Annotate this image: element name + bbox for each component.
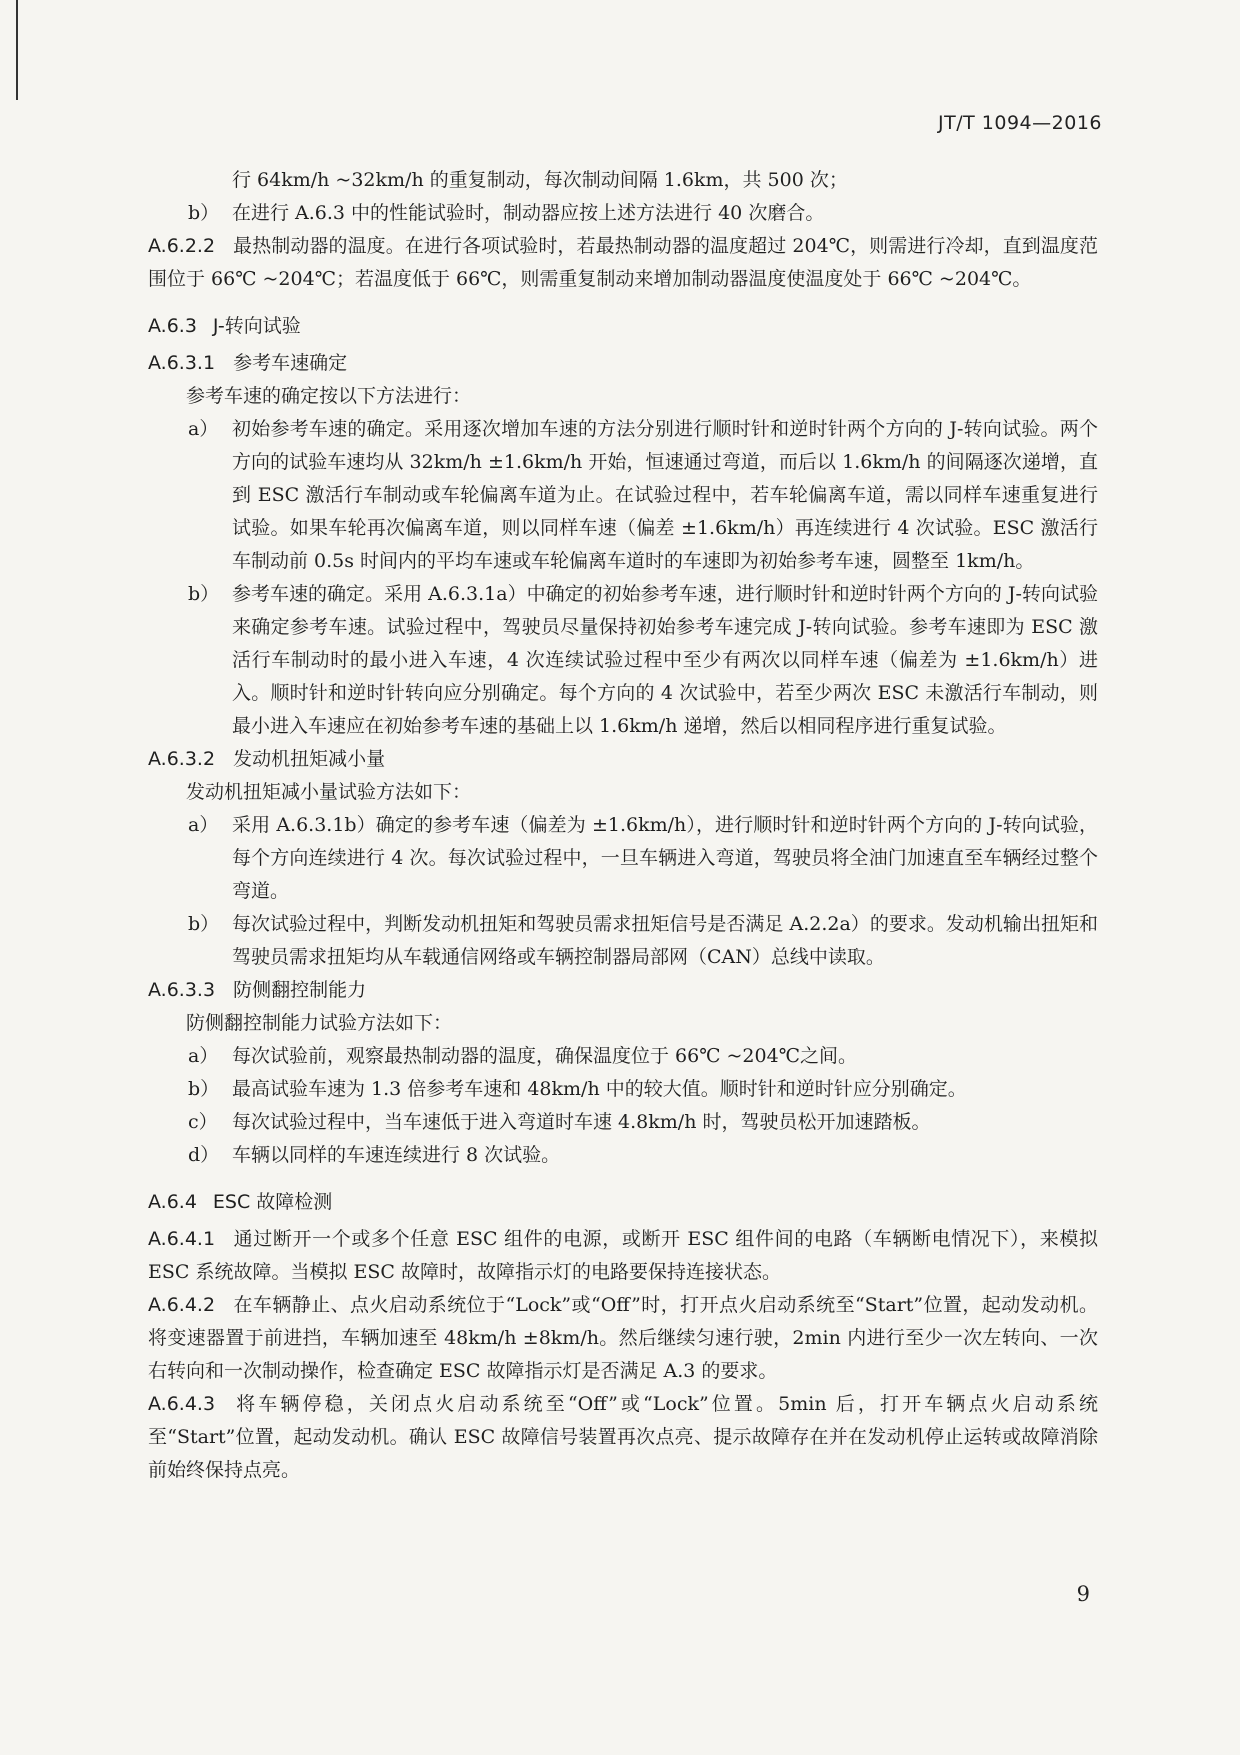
continued-line: 行 64km/h ~32km/h 的重复制动，每次制动间隔 1.6km，共 500 次； bbox=[232, 169, 848, 191]
subsection-number: A.6.3.2 bbox=[148, 748, 216, 770]
section-number: A.6.4 bbox=[148, 1191, 197, 1213]
list-marker: a） bbox=[188, 418, 219, 440]
page-number: 9 bbox=[1076, 1582, 1090, 1606]
section-number: A.6.3 bbox=[148, 315, 197, 337]
subsection-title: 发动机扭矩减小量 bbox=[233, 748, 386, 770]
clause-text: 将车辆停稳，关闭点火启动系统至“Off”或“Lock”位置。5min 后，打开车辆点火启动系统至“Start”位置，起动发动机。确认 ESC 故障信号装置再次点亮、提示故障存在并在发动机停止运转或故障消除前始终保持点亮。 bbox=[148, 1393, 1098, 1481]
section-heading-a63 bbox=[148, 310, 1098, 343]
subsection-heading-a632 bbox=[148, 743, 1098, 776]
list-item bbox=[148, 1040, 1098, 1073]
list-text: 每次试验过程中，当车速低于进入弯道时车速 4.8km/h 时，驾驶员松开加速踏板。 bbox=[232, 1111, 931, 1133]
clause-a643 bbox=[148, 1388, 1098, 1487]
list-marker: b） bbox=[188, 913, 220, 935]
list-item bbox=[148, 578, 1098, 743]
list-marker: b） bbox=[188, 1078, 220, 1100]
list-text: 采用 A.6.3.1b）确定的参考车速（偏差为 ±1.6km/h），进行顺时针和逆时针两个方向的 J-转向试验，每个方向连续进行 4 次。每次试验过程中，一旦车辆进入弯道，驾驶员将全油门加速直至车辆经过整个弯道。 bbox=[232, 814, 1098, 902]
subsection-heading-a633 bbox=[148, 974, 1098, 1007]
list-item bbox=[148, 197, 1098, 230]
clause-a642 bbox=[148, 1289, 1098, 1388]
clause-number: A.6.4.3 bbox=[148, 1393, 216, 1415]
intro-text: 参考车速的确定按以下方法进行： bbox=[186, 385, 472, 407]
list-text: 最高试验车速为 1.3 倍参考车速和 48km/h 中的较大值。顺时针和逆时针应分别确定。 bbox=[232, 1078, 967, 1100]
clause-number: A.6.4.1 bbox=[148, 1228, 216, 1250]
subsection-heading-a631 bbox=[148, 347, 1098, 380]
clause-text: 通过断开一个或多个任意 ESC 组件的电源，或断开 ESC 组件间的电路（车辆断电情况下），来模拟 ESC 系统故障。当模拟 ESC 故障时，故障指示灯的电路要保持连接状态。 bbox=[148, 1228, 1098, 1283]
subsection-number: A.6.3.1 bbox=[148, 352, 216, 374]
list-text: 初始参考车速的确定。采用逐次增加车速的方法分别进行顺时针和逆时针两个方向的 J-转向试验。两个方向的试验车速均从 32km/h ±1.6km/h 开始，恒速通过弯道，而后以 1.6km/h 的间隔逐次递增，直到 ESC 激活行车制动或车轮偏离车道为止。在试验过程中，若车轮偏离车道，需以同样车速重复进行试验。如果车轮再次偏离车道，则以同样车速（偏差 ±1.6km/h）再连续进行 4 次试验。ESC 激活行车制动前 0.5s 时间内的平均车速或车轮偏离车道时的车速即为初始参考车速，圆整至 1km/h。 bbox=[232, 418, 1098, 572]
document-code: JT/T 1094—2016 bbox=[938, 112, 1102, 134]
list-text: 参考车速的确定。采用 A.6.3.1a）中确定的初始参考车速，进行顺时针和逆时针两个方向的 J-转向试验来确定参考车速。试验过程中，驾驶员尽量保持初始参考车速完成 J-转向试验。参考车速即为 ESC 激活行车制动时的最小进入车速，4 次连续试验过程中至少有两次以同样车速（偏差为 ±1.6km/h）进入。顺时针和逆时针转向应分别确定。每个方向的 4 次试验中，若至少两次 ESC 未激活行车制动，则最小进入车速应在初始参考车速的基础上以 1.6km/h 递增，然后以相同程序进行重复试验。 bbox=[232, 583, 1098, 737]
list-text: 在进行 A.6.3 中的性能试验时，制动器应按上述方法进行 40 次磨合。 bbox=[232, 202, 825, 224]
list-marker: d） bbox=[188, 1144, 220, 1166]
clause-text: 在车辆静止、点火启动系统位于“Lock”或“Off”时，打开点火启动系统至“Start”位置，起动发动机。将变速器置于前进挡，车辆加速至 48km/h ±8km/h。然后继续匀速行驶，2min 内进行至少一次左转向、一次右转向和一次制动操作，检查确定 ESC 故障指示灯是否满足 A.3 的要求。 bbox=[148, 1294, 1098, 1382]
list-marker: b） bbox=[188, 202, 220, 224]
section-title: J-转向试验 bbox=[212, 315, 301, 337]
section-title: ESC 故障检测 bbox=[212, 1191, 333, 1213]
list-marker: a） bbox=[188, 814, 219, 836]
list-item bbox=[148, 1073, 1098, 1106]
clause-text: 最热制动器的温度。在进行各项试验时，若最热制动器的温度超过 204℃，则需进行冷却，直到温度范围位于 66℃ ~204℃；若温度低于 66℃，则需重复制动来增加制动器温度使温度处于 66℃ ~204℃。 bbox=[148, 235, 1098, 290]
list-text: 每次试验前，观察最热制动器的温度，确保温度位于 66℃ ~204℃之间。 bbox=[232, 1045, 857, 1067]
clause-number: A.6.2.2 bbox=[148, 235, 216, 257]
list-item bbox=[148, 809, 1098, 908]
intro-text: 发动机扭矩减小量试验方法如下： bbox=[186, 781, 472, 803]
list-item bbox=[148, 908, 1098, 974]
list-item bbox=[148, 1106, 1098, 1139]
subsection-title: 参考车速确定 bbox=[233, 352, 348, 374]
list-item bbox=[148, 1139, 1098, 1172]
list-marker: c） bbox=[188, 1111, 218, 1133]
section-heading-a64 bbox=[148, 1186, 1098, 1219]
clause-a641 bbox=[148, 1223, 1098, 1289]
intro-text: 防侧翻控制能力试验方法如下： bbox=[186, 1012, 453, 1034]
list-item bbox=[148, 413, 1098, 578]
subsection-title: 防侧翻控制能力 bbox=[233, 979, 367, 1001]
clause-a6222 bbox=[148, 230, 1098, 296]
subsection-number: A.6.3.3 bbox=[148, 979, 216, 1001]
clause-number: A.6.4.2 bbox=[148, 1294, 216, 1316]
list-text: 每次试验过程中，判断发动机扭矩和驾驶员需求扭矩信号是否满足 A.2.2a）的要求。发动机输出扭矩和驾驶员需求扭矩均从车载通信网络或车辆控制器局部网（CAN）总线中读取。 bbox=[232, 913, 1098, 968]
list-text: 车辆以同样的车速连续进行 8 次试验。 bbox=[232, 1144, 561, 1166]
page-body bbox=[148, 164, 1098, 1487]
list-marker: a） bbox=[188, 1045, 219, 1067]
list-marker: b） bbox=[188, 583, 220, 605]
binding-edge-line bbox=[16, 0, 18, 100]
